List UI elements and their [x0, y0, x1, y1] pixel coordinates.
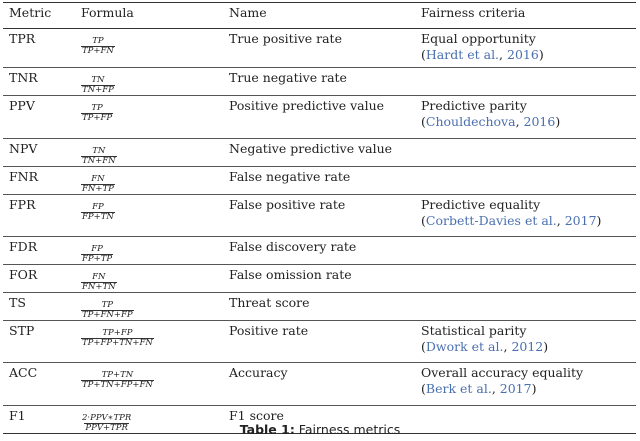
formula-denominator: TP+FN+FP [82, 310, 133, 320]
formula-cell [81, 68, 229, 96]
metric-cell: FNR [9, 169, 39, 184]
formula-denominator: PPV+TPR [85, 423, 128, 433]
cite-open: ( [421, 213, 426, 228]
cite-close: ) [555, 114, 561, 129]
criterion-name: Statistical parity [421, 323, 527, 338]
criterion-citation [421, 381, 636, 397]
formula-fraction [81, 301, 134, 320]
citation-year-link[interactable]: 2012 [511, 339, 544, 354]
formula-fraction [81, 104, 113, 123]
name-cell: F1 score [229, 408, 284, 423]
formula-fraction [81, 175, 115, 194]
criterion-citation [421, 213, 636, 229]
formula-numerator: TN [92, 146, 106, 156]
metric-cell: ACC [9, 365, 38, 380]
name-cell: Positive rate [229, 323, 309, 338]
fairness-criteria-cell [421, 167, 636, 195]
name-cell: False positive rate [229, 197, 346, 212]
formula-fraction [81, 273, 117, 292]
fairness-criteria-cell [421, 139, 636, 167]
header-fairness-criteria: Fairness criteria [421, 5, 526, 20]
formula-numerator: FN [91, 174, 105, 184]
header-name: Name [229, 5, 267, 20]
cite-sep: , [515, 114, 524, 129]
formula-numerator: FN [92, 272, 106, 282]
citation-year-link[interactable]: 2016 [507, 47, 539, 62]
formula-numerator: TP [92, 36, 104, 46]
name-cell: True positive rate [229, 31, 342, 46]
header-formula: Formula [81, 5, 134, 20]
citation-year-link[interactable]: 2016 [523, 114, 556, 129]
formula-denominator: FP+TN [82, 212, 114, 222]
formula-denominator: TP+FN [82, 46, 114, 56]
name-cell: Negative predictive value [229, 141, 393, 156]
metric-cell: NPV [9, 141, 38, 156]
formula-numerator: TN [91, 75, 105, 85]
formula-denominator: FP+TP [82, 254, 113, 264]
metric-cell: FOR [9, 267, 38, 282]
table-row [3, 321, 636, 363]
metric-cell: PPV [9, 98, 35, 113]
formula-denominator: TN+FN [82, 156, 116, 166]
fairness-criteria-cell [421, 265, 636, 293]
formula-cell [81, 363, 229, 406]
citation-author-link[interactable]: Berk et al. [425, 381, 492, 396]
name-cell: Threat score [229, 295, 310, 310]
table-row [3, 293, 636, 321]
metric-cell: TS [9, 295, 26, 310]
citation-author-link[interactable]: Chouldechova [425, 114, 516, 129]
header-metric: Metric [9, 5, 52, 20]
formula-cell [81, 237, 229, 265]
formula-numerator: TP [101, 300, 113, 310]
metric-cell: F1 [9, 408, 26, 423]
table-row [3, 363, 636, 406]
fairness-criteria-cell [421, 96, 636, 139]
name-cell: False discovery rate [229, 239, 357, 254]
name-cell: True negative rate [229, 70, 347, 85]
formula-cell [81, 167, 229, 195]
table-row [3, 29, 636, 68]
citation-author-link[interactable]: Corbett-Davies et al. [425, 213, 557, 228]
citation-author-link[interactable]: Dwork et al. [425, 339, 504, 354]
formula-denominator: TP+FP [82, 113, 113, 123]
formula-fraction [81, 37, 115, 56]
formula-denominator: TP+FP+TN+FN [82, 338, 153, 348]
formula-cell [81, 139, 229, 167]
formula-fraction [81, 371, 154, 390]
formula-cell [81, 29, 229, 68]
citation-year-link[interactable]: 2017 [499, 381, 532, 396]
formula-numerator: 2·PPV∗TPR [82, 413, 132, 423]
formula-fraction [81, 147, 117, 166]
criterion-name: Predictive parity [421, 98, 527, 113]
formula-denominator: FN+TP [82, 184, 114, 194]
cite-sep: , [499, 47, 507, 62]
fairness-criteria-cell [421, 237, 636, 265]
caption-label: Table 1: [239, 422, 295, 437]
name-cell: False omission rate [229, 267, 352, 282]
fairness-criteria-cell [421, 321, 636, 363]
table-row [3, 167, 636, 195]
formula-cell [81, 96, 229, 139]
table-row [3, 68, 636, 96]
formula-numerator: TP+TN [101, 370, 134, 380]
fairness-metrics-table [3, 2, 636, 434]
citation-author-link[interactable]: Hardt et al. [425, 47, 500, 62]
criterion-name: Equal opportunity [421, 31, 536, 46]
formula-numerator: FP [92, 202, 104, 212]
table-header-row [3, 3, 636, 29]
formula-fraction [81, 329, 154, 348]
metric-cell: TPR [9, 31, 36, 46]
criterion-citation [421, 339, 636, 355]
formula-cell [81, 265, 229, 293]
metric-cell: TNR [9, 70, 38, 85]
cite-open: ( [421, 381, 426, 396]
caption-text: Fairness metrics [294, 422, 401, 437]
formula-fraction [81, 203, 115, 222]
metric-cell: STP [9, 323, 35, 338]
formula-cell [81, 195, 229, 237]
metric-cell: FPR [9, 197, 36, 212]
formula-numerator: TP [91, 103, 103, 113]
fairness-criteria-cell [421, 68, 636, 96]
fairness-criteria-cell [421, 293, 636, 321]
formula-cell [81, 321, 229, 363]
name-cell: Positive predictive value [229, 98, 385, 113]
formula-denominator: FN+TN [82, 282, 116, 292]
criterion-name: Overall accuracy equality [421, 365, 584, 380]
cite-close: ) [531, 381, 537, 396]
name-cell: Accuracy [229, 365, 288, 380]
formula-numerator: FP [91, 244, 103, 254]
cite-close: ) [538, 47, 544, 62]
criterion-name: Predictive equality [421, 197, 541, 212]
table-row [3, 265, 636, 293]
cite-open: ( [421, 114, 426, 129]
formula-denominator: TN+FP [82, 85, 114, 95]
formula-cell [81, 293, 229, 321]
criterion-citation [421, 47, 636, 63]
formula-numerator: TP+FP [102, 328, 133, 338]
criterion-citation [421, 114, 636, 130]
table-row [3, 96, 636, 139]
fairness-criteria-cell [421, 195, 636, 237]
cite-close: ) [543, 339, 549, 354]
formula-fraction [81, 245, 113, 264]
formula-denominator: TP+TN+FP+FN [82, 380, 153, 390]
table-caption [0, 422, 640, 437]
citation-year-link[interactable]: 2017 [564, 213, 597, 228]
table-row [3, 237, 636, 265]
table-row [3, 195, 636, 237]
cite-open: ( [421, 47, 426, 62]
cite-sep: , [491, 381, 500, 396]
cite-close: ) [596, 213, 602, 228]
formula-fraction [81, 76, 115, 95]
cite-open: ( [421, 339, 426, 354]
name-cell: False negative rate [229, 169, 351, 184]
fairness-criteria-cell [421, 363, 636, 406]
fairness-criteria-cell [421, 29, 636, 68]
table-row [3, 139, 636, 167]
metric-cell: FDR [9, 239, 38, 254]
cite-sep: , [503, 339, 512, 354]
cite-sep: , [556, 213, 565, 228]
